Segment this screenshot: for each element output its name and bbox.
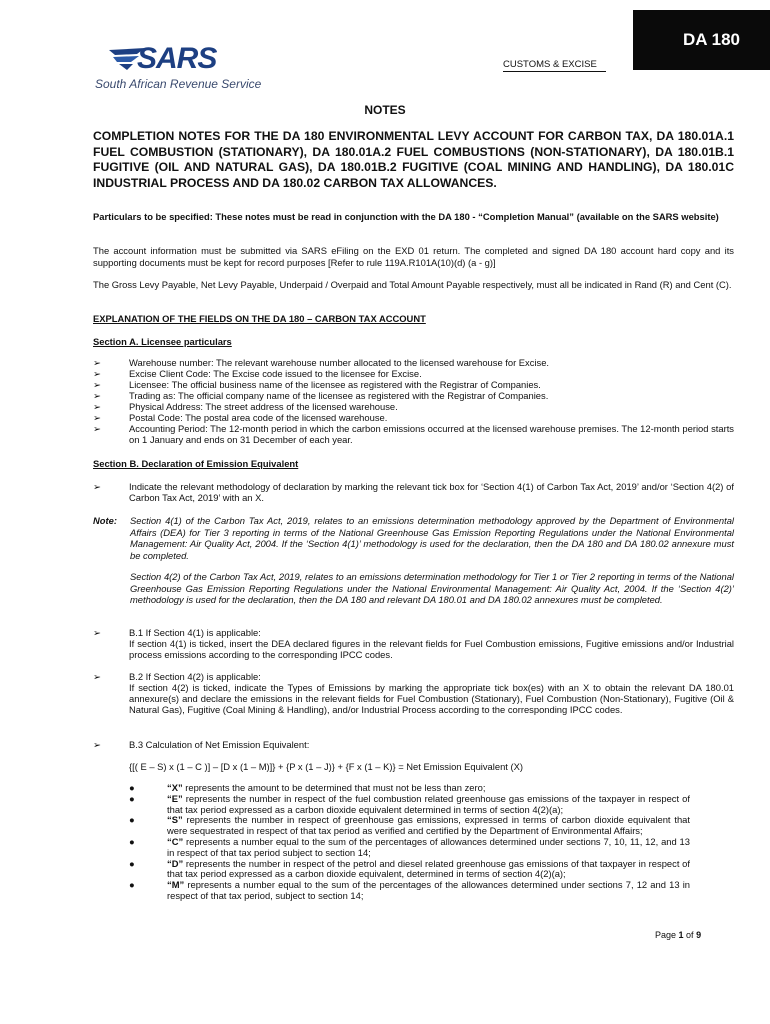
list-item: ● “S” represents the number in respect of greenhouse gas emissions, expressed in terms of carbon dioxide equivalent that were sequestrated in respect of that tax period as verified and certified by the Department of Environmental Affairs;: [129, 814, 690, 837]
list-item: ● “M” represents a number equal to the sum of the percentages of the allowances determined under sections 7, 12 and 13 in respect of that tax period, subject to section 14;: [129, 879, 690, 901]
arrow-bullet-icon: ➢: [93, 390, 101, 401]
indicate-item: [93, 481, 734, 503]
document-code-badge: [633, 10, 770, 70]
list-item: ➢ Excise Client Code: The Excise code issued to the licensee for Excise.: [93, 368, 422, 379]
note-section-4-2: Section 4(2) of the Carbon Tax Act, 2019, relates to an emissions determination methodology for Tier 1 or Tier 2 reporting in terms of the National Greenhouse Gas Emission Reporting Regulations under the National Environmental Management: Air Quality Act, 2004. If the ‘Section 4(2)’ methodology is used for the declaration, then the DA 180 and relevant DA 180.01 and DA 180.02 annexures must be completed.: [130, 571, 734, 605]
bullet-dot-icon: ●: [129, 782, 135, 793]
division-label: CUSTOMS & EXCISE: [503, 59, 606, 72]
arrow-bullet-icon: ➢: [93, 368, 101, 379]
bullet-dot-icon: ●: [129, 857, 135, 869]
bullet-dot-icon: ●: [129, 814, 135, 826]
list-item: ➢ Trading as: The official company name of the licensee as registered with the Registrar of Companies.: [93, 390, 549, 401]
indicate-text: Indicate the relevant methodology of declaration by marking the relevant tick box for ‘Section 4(1) of Carbon Tax Act, 2019’ and/or ‘Section 4(2) of Carbon Tax Act, 2019’ with an X.: [129, 481, 734, 503]
arrow-bullet-icon: ➢: [93, 423, 101, 434]
list-item: ➢ Physical Address: The street address of the licensed warehouse.: [93, 401, 398, 412]
b2-text: If section 4(2) is ticked, indicate the Types of Emissions by marking the appropriate tick box(es) with an X to obtain the relevant DA 180.01 annexure(s) and declare the emissions in the relevant fields for Fuel Combustion (Stationary), Fuel Combustion (Non-Stationary), Fugitive (Oil & Natural Gas), Fugitive (Coal Mining & Handling), and/or Industrial Process according to the corresponding IPCC codes.: [129, 682, 734, 715]
arrow-bullet-icon: ➢: [93, 627, 101, 638]
account-info-paragraph: The account information must be submitted via SARS eFiling on the EXD 01 return. The completed and signed DA 180 account hard copy and its supporting documents must be kept for record purposes [Refer to rule 119A.R101A(10)(d) (a - g)]: [93, 245, 734, 268]
arrow-bullet-icon: ➢: [93, 412, 101, 423]
page-number: Page 1 of 9: [655, 930, 702, 940]
section-a-list: [93, 357, 734, 445]
arrow-bullet-icon: ➢: [93, 357, 101, 368]
list-item: ● “X” represents the amount to be determined that must not be less than zero;: [129, 782, 486, 793]
b3-title: B.3 Calculation of Net Emission Equivalent:: [129, 739, 310, 750]
b2-title: B.2 If Section 4(2) is applicable:: [129, 671, 261, 682]
logo-wordmark: SARS: [137, 42, 217, 75]
arrow-bullet-icon: ➢: [93, 379, 101, 390]
b1-item: [93, 627, 734, 660]
b1-title: B.1 If Section 4(1) is applicable:: [129, 627, 261, 638]
note-label: Note:: [93, 515, 117, 526]
logo-subtitle: South African Revenue Service: [95, 77, 262, 91]
list-item: ➢ Accounting Period: The 12-month period in which the carbon emissions occurred at the licensed warehouse premises. The 12-month period starts on 1 January and ends on 31 December of each year.: [93, 423, 734, 445]
section-b-heading: Section B. Declaration of Emission Equivalent: [93, 458, 299, 469]
list-item: ● “D” represents the number in respect of the petrol and diesel related greenhouse gas emissions of that taxpayer in respect of that tax period expressed as a carbon dioxide equivalent, determined in terms of section 4(2)(a);: [129, 857, 690, 880]
note-section-4-1: Section 4(1) of the Carbon Tax Act, 2019, relates to an emissions determination methodology approved by the Department of Environmental Affairs (DEA) for Tier 3 reporting in terms of the National Greenhouse Gas Emission Reporting Regulations under the National Environmental Management: Air Quality Act, 2004. If the ‘Section 4(1)’ methodology is used for the declaration, then the DA 180 and DA 180.02 annexure must be completed.: [130, 515, 734, 561]
list-item: ➢ Warehouse number: The relevant warehouse number allocated to the licensed warehouse for Excise.: [93, 357, 550, 368]
arrow-bullet-icon: ➢: [93, 481, 101, 492]
list-item: ➢ Postal Code: The postal area code of the licensed warehouse.: [93, 412, 388, 423]
document-code: DA 180: [683, 30, 741, 49]
arrow-bullet-icon: ➢: [93, 401, 101, 412]
list-item: ➢ Licensee: The official business name of the licensee as registered with the Registrar of Companies.: [93, 379, 541, 390]
sars-logo: [95, 42, 275, 94]
b1-text: If section 4(1) is ticked, insert the DEA declared figures in the relevant fields for Fuel Combustion emissions, Fugitive emissions and/or Industrial process emissions according to the corresponding IPCC codes.: [129, 638, 734, 660]
b3-item: [93, 739, 734, 750]
b2-item: [93, 671, 734, 715]
bullet-dot-icon: ●: [129, 792, 135, 804]
bullet-dot-icon: ●: [129, 879, 135, 891]
list-item: ● “C” represents a number equal to the sum of the percentages of allowances determined under sections 7, 10, 11, 12, and 13 in respect of that tax period subject to section 14;: [129, 835, 690, 858]
document-title: COMPLETION NOTES FOR THE DA 180 ENVIRONMENTAL LEVY ACCOUNT FOR CARBON TAX, DA 180.01A.1 FUEL COMBUSTION (STATIONARY), DA 180.01A.2 FUEL COMBUSTIONS (NON-STATIONARY), DA 180.01B.1 FUGITIVE (OIL AND NATURAL GAS), DA 180.01B.2 FUGITIVE (COAL MINING AND HANDLING), DA 180.01C INDUSTRIAL PROCESS AND DA 180.02 CARBON TAX ALLOWANCES.: [93, 129, 734, 190]
gross-levy-paragraph: The Gross Levy Payable, Net Levy Payable, Underpaid / Overpaid and Total Amount Payable respectively, must all be indicated in Rand (R) and Cent (C).: [93, 279, 732, 290]
definitions-list: [129, 783, 690, 902]
list-item: ● “E” represents the number in respect of the fuel combustion related greenhouse gas emissions of the taxpayer in respect of that tax period expressed as a carbon dioxide equivalent determined in terms of section 4(2)(a);: [129, 792, 690, 815]
arrow-bullet-icon: ➢: [93, 671, 101, 682]
explanation-heading: EXPLANATION OF THE FIELDS ON THE DA 180 – CARBON TAX ACCOUNT: [93, 313, 426, 324]
arrow-bullet-icon: ➢: [93, 739, 101, 750]
particulars-paragraph: Particulars to be specified: These notes must be read in conjunction with the DA 180 - “Completion Manual” (available on the SARS website): [93, 211, 719, 222]
net-emission-formula: {[( E – S) x (1 – C )] – [D x (1 – M)]} + {P x (1 – J)} + {F x (1 – K)} = Net Emission Equivalent (X): [129, 761, 523, 772]
section-a-heading: Section A. Licensee particulars: [93, 336, 232, 347]
notes-heading: NOTES: [364, 103, 406, 117]
bullet-dot-icon: ●: [129, 835, 135, 847]
